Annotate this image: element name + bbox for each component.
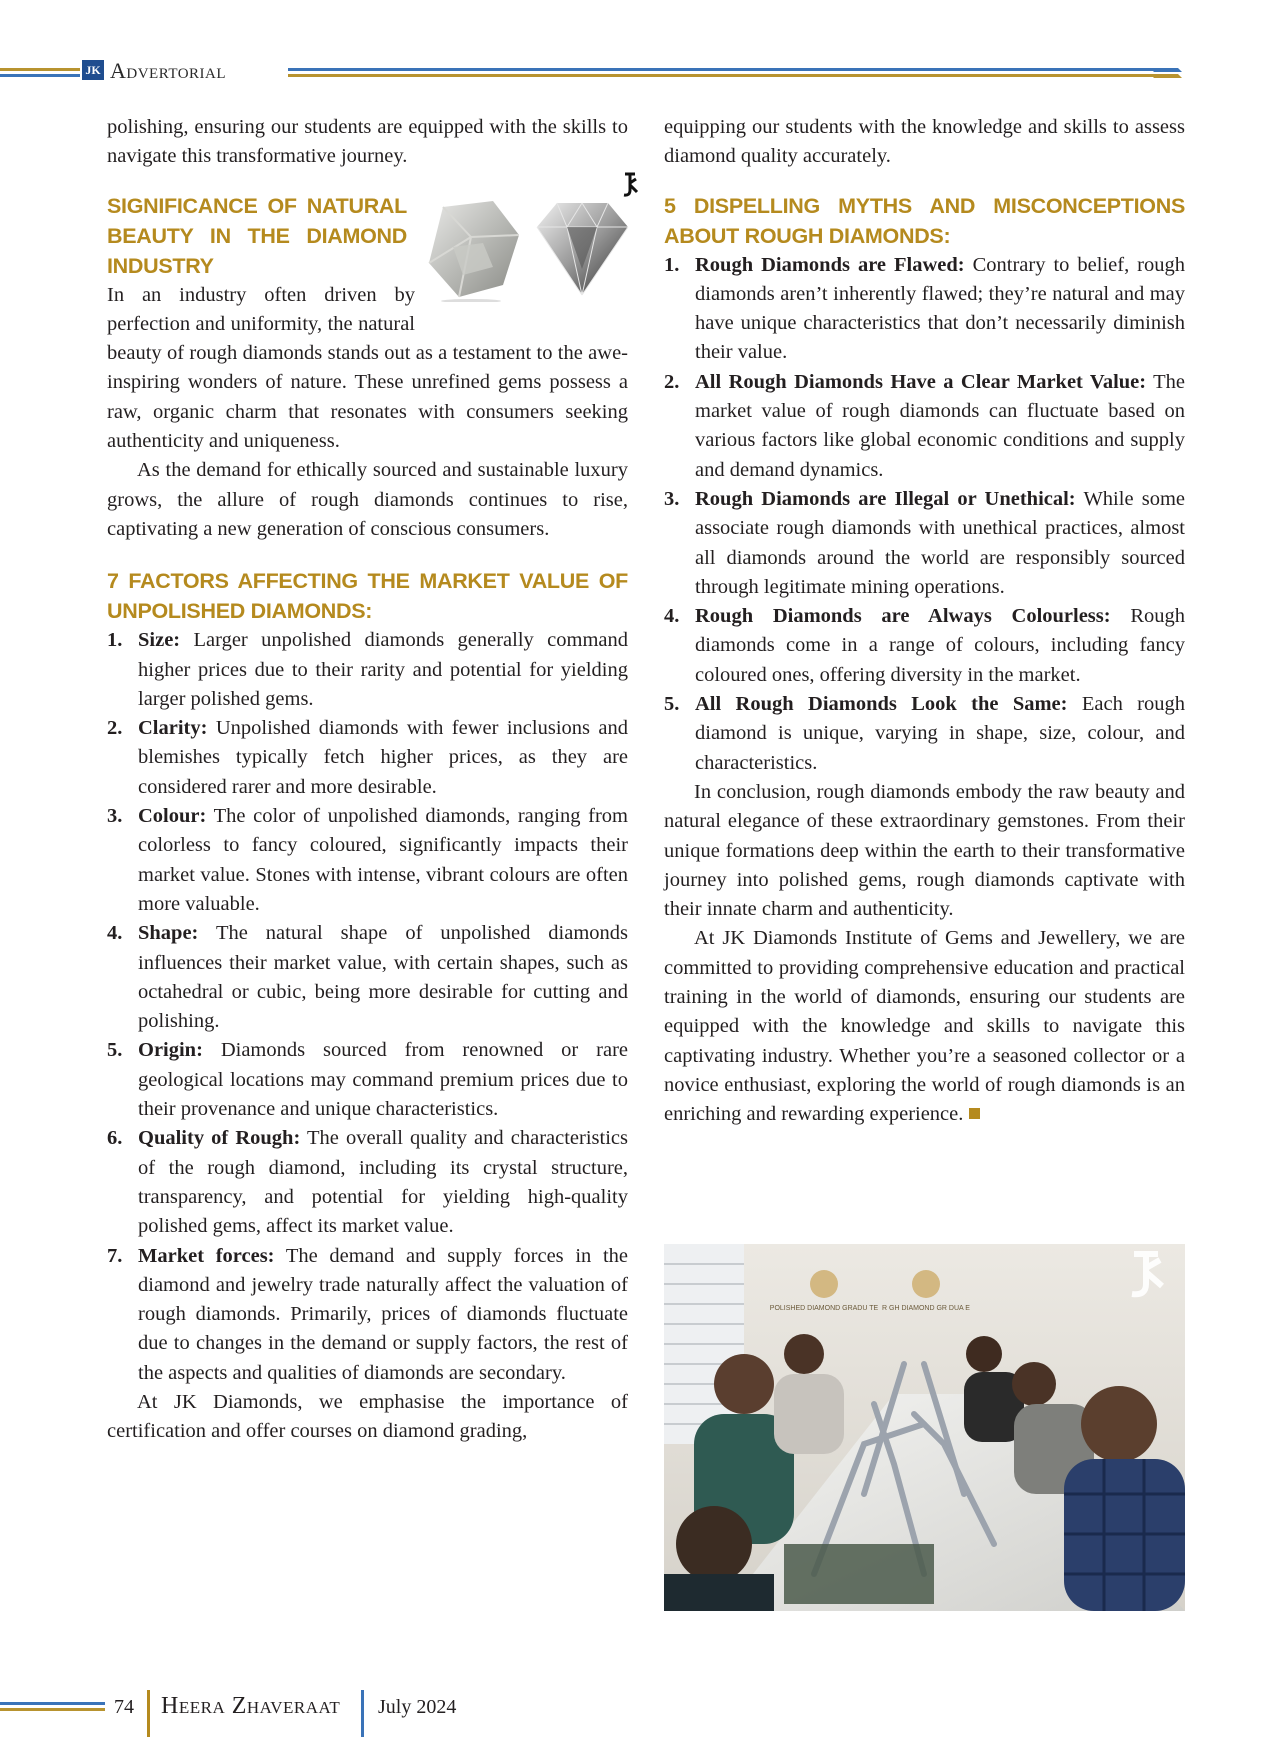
list-item: 1. Rough Diamonds are Flawed: Contrary to belief, rough diamonds aren’t inherently flawed; they’re natural and may have unique characteristics that don’t necessarily diminish their value.	[664, 253, 1186, 364]
list-item: 5. Origin: Diamonds sourced from renowned or rare geological locations may command premium prices due to their provenance and unique characteristics.	[107, 1039, 628, 1121]
magazine-name: Heera Zhaveraat	[161, 1693, 341, 1719]
photo-banner-left: POLISHED DIAMOND GRADU TE	[769, 1305, 879, 1312]
right-column	[664, 113, 1185, 1130]
polished-diamond-image	[535, 199, 630, 299]
page-number: 74	[114, 1696, 134, 1718]
list-item: 1. Size: Larger unpolished diamonds generally command higher prices due to their rarity and potential for yielding larger polished gems.	[107, 629, 629, 710]
list-item: 6. Quality of Rough: The overall quality and characteristics of the rough diamond, including its crystal structure, transparency, and potential for yielding high-quality polished gems, affect its market value.	[107, 1127, 628, 1238]
rough-diamond-image	[423, 197, 523, 302]
right-intro-paragraph: equipping our students with the knowledge and skills to assess diamond quality accurately.	[664, 116, 1185, 168]
footer-divider	[361, 1690, 364, 1737]
list-item: 2. Clarity: Unpolished diamonds with fewer inclusions and blemishes typically fetch higher prices, as they are considered rarer and more desirable.	[107, 717, 629, 798]
footer-rule-blue	[0, 1702, 105, 1705]
institute-paragraph: At JK Diamonds Institute of Gems and Jewellery, we are committed to providing comprehensive education and practical training in the world of diamonds, ensuring our students are equipped with the knowledge and skills to navigate this captivating industry. Whether you’re a seasoned collector or a novice enthusiast, exploring the world of rough diamonds is an enriching and rewarding experience.	[664, 927, 1185, 1126]
left-intro-paragraph: polishing, ensuring our students are equipped with the skills to navigate this transformative journey.	[107, 116, 628, 168]
jk-logo-icon: JK	[82, 60, 104, 80]
list-item: 3. Rough Diamonds are Illegal or Unethical: While some associate rough diamonds with unethical practices, almost all diamonds around the world are responsibly sourced through legitimate mining operations.	[664, 487, 1185, 598]
list-item: 5. All Rough Diamonds Look the Same: Each rough diamond is unique, varying in shape, size, colour, and characteristics.	[664, 693, 1186, 774]
list-item: 4. Shape: The natural shape of unpolished diamonds influences their market value, with certain shapes, such as octahedral or cubic, being more desirable for cutting and polishing.	[107, 922, 628, 1033]
myths-list	[664, 251, 1185, 778]
photo-banner-right: R GH DIAMOND GR DUA E	[882, 1305, 970, 1312]
header-rule-right-blue	[288, 68, 1168, 71]
heading-myths: 5 DISPELLING MYTHS AND MISCONCEPTIONS ABOUT ROUGH DIAMONDS:	[664, 193, 1185, 248]
list-item: 4. Rough Diamonds are Always Colourless: Rough diamonds come in a range of colours, including fancy coloured ones, offering diversity in the market.	[664, 605, 1185, 686]
issue-date: July 2024	[378, 1696, 457, 1718]
certification-paragraph: At JK Diamonds, we emphasise the importance of certification and offer courses on diamond grading,	[107, 1390, 628, 1443]
demand-paragraph: As the demand for ethically sourced and sustainable luxury grows, the allure of rough diamonds continues to rise, captivating a new generation of conscious consumers.	[107, 459, 628, 540]
diamond-figure	[423, 169, 628, 334]
list-item: 2. All Rough Diamonds Have a Clear Market Value: The market value of rough diamonds can fluctuate based on various factors like global economic conditions and supply and demand dynamics.	[664, 370, 1185, 481]
classroom-photo	[664, 1244, 1185, 1611]
heading-market-factors: 7 FACTORS AFFECTING THE MARKET VALUE OF UNPOLISHED DIAMONDS:	[107, 569, 628, 624]
left-column	[107, 113, 628, 1447]
header-rule-left-blue	[0, 74, 80, 77]
footer-divider	[147, 1690, 150, 1737]
jk-monogram-icon	[621, 172, 639, 198]
header-rule-end-icon	[1148, 64, 1184, 80]
section-title: Advertorial	[110, 58, 227, 83]
footer-rule-gold	[0, 1708, 105, 1711]
end-mark-icon	[969, 1108, 980, 1119]
heading-natural-beauty: SIGNIFICANCE OF NATURAL BEAUTY IN THE DIAMOND INDUSTRY	[107, 193, 407, 278]
conclusion-paragraph: In conclusion, rough diamonds embody the raw beauty and natural elegance of these extraordinary gemstones. From their unique formations deep within the earth to their transformative journey into polished gems, rough diamonds captivate with their innate charm and authenticity.	[664, 780, 1185, 921]
list-item: 3. Colour: The color of unpolished diamonds, ranging from colorless to fancy coloured, significantly impacts their market value. Stones with intense, vibrant colours are often more valuable.	[107, 805, 628, 915]
header-rule-right-gold	[288, 74, 1168, 77]
market-factors-list	[107, 626, 628, 1388]
list-item: 7. Market forces: The demand and supply forces in the diamond and jewelry trade naturally affect the valuation of rough diamonds. Primarily, prices of diamonds fluctuate due to changes in the demand or supply factors, the rest of the aspects and qualities of diamonds are secondary.	[107, 1244, 628, 1384]
header-rule-left-gold	[0, 68, 80, 71]
natural-beauty-paragraph: In an industry often driven by perfection and uniformity, the natural beauty of rough diamonds stands out as a testament to the awe-inspiring wonders of nature. These unrefined gems possess a raw, organic charm that resonates with consumers seeking authenticity and uniqueness.	[107, 283, 628, 453]
